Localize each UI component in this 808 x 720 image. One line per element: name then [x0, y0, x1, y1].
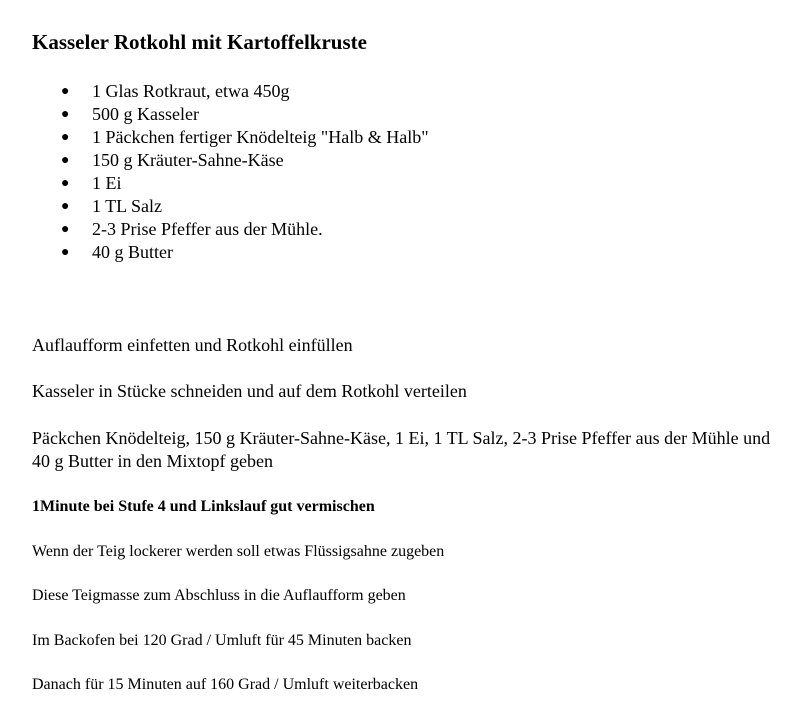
- step-paragraph: Danach für 15 Minuten auf 160 Grad / Umluft weiterbacken: [32, 676, 419, 693]
- recipe-title: Kasseler Rotkohl mit Kartoffelkruste: [32, 30, 367, 54]
- step-paragraph: Im Backofen bei 120 Grad / Umluft für 45 Minuten backen: [32, 632, 412, 649]
- step-paragraph-emphasis: 1Minute bei Stufe 4 und Linkslauf gut vermischen: [32, 498, 375, 515]
- ingredient-item: [32, 149, 429, 172]
- step-paragraph: Wenn der Teig lockerer werden soll etwas Flüssigsahne zugeben: [32, 543, 445, 560]
- ingredient-item: [32, 241, 429, 264]
- step-paragraph: Kasseler in Stücke schneiden und auf dem Rotkohl verteilen: [32, 381, 467, 401]
- bullet-icon: ●: [61, 245, 70, 260]
- ingredient-text: 1 Glas Rotkraut, etwa 450g: [92, 81, 290, 101]
- ingredient-text: 1 TL Salz: [92, 196, 162, 216]
- step-paragraph: Diese Teigmasse zum Abschluss in die Auflaufform geben: [32, 587, 406, 604]
- step-paragraph: Auflaufform einfetten und Rotkohl einfüllen: [32, 335, 353, 355]
- bullet-icon: ●: [61, 176, 70, 191]
- ingredient-text: 40 g Butter: [92, 242, 173, 262]
- bullet-icon: ●: [61, 199, 70, 214]
- ingredient-text: 150 g Kräuter-Sahne-Käse: [92, 150, 284, 170]
- ingredient-item: [32, 172, 429, 195]
- bullet-icon: ●: [61, 153, 70, 168]
- ingredient-item: [32, 218, 429, 241]
- ingredient-text: 1 Ei: [92, 173, 122, 193]
- ingredient-text: 2-3 Prise Pfeffer aus der Mühle.: [92, 219, 323, 239]
- bullet-icon: ●: [61, 130, 70, 145]
- bullet-icon: ●: [61, 84, 70, 99]
- bullet-icon: ●: [61, 107, 70, 122]
- ingredient-item: [32, 80, 429, 103]
- ingredient-item: [32, 195, 429, 218]
- ingredient-list: [32, 80, 429, 264]
- bullet-icon: ●: [61, 222, 70, 237]
- ingredient-text: 500 g Kasseler: [92, 104, 199, 124]
- step-paragraph: Päckchen Knödelteig, 150 g Kräuter-Sahne-Käse, 1 Ei, 1 TL Salz, 2-3 Prise Pfeffer aus der Mühle und 40 g Butter in den Mixtopf geben: [32, 428, 771, 471]
- ingredient-item: [32, 126, 429, 149]
- ingredient-item: [32, 103, 429, 126]
- ingredient-text: 1 Päckchen fertiger Knödelteig "Halb & Halb": [92, 127, 429, 147]
